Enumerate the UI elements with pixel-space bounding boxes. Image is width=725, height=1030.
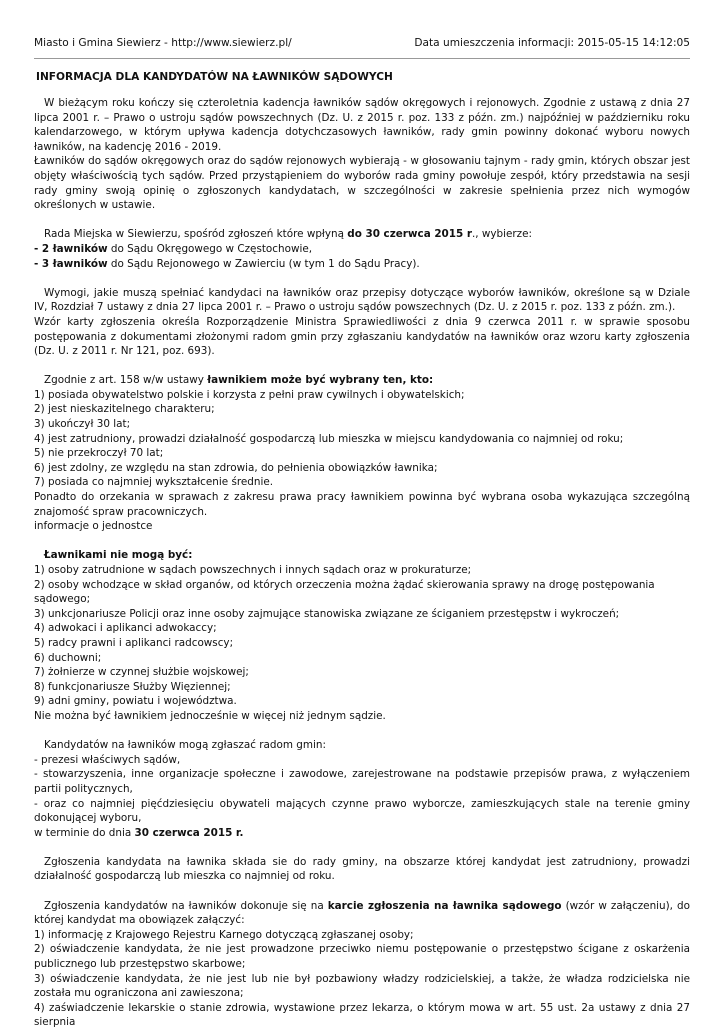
publication-date: Data umieszczenia informacji: 2015-05-15 14:12:05 <box>414 37 690 49</box>
list-item: - stowarzyszenia, inne organizacje społeczne i zawodowe, zarejestrowane na podstawie przepisów prawa, z wyłączeniem partii politycznych, <box>34 768 690 795</box>
paragraph-wzor-karty: Wzór karty zgłoszenia określa Rozporządzenie Ministra Sprawiedliwości z dnia 9 czerwca 2011 r. w sprawie sposobu postępowania z dokumentami złożonymi radom gmin przy zgłaszaniu kandydatów na ławników oraz wzoru karty zgłoszenia (Dz. U. z 2011 r. Nr 121, poz. 693). <box>34 315 690 358</box>
section-heading-exclusions: Ławnikami nie mogą być: <box>44 549 193 562</box>
paragraph-wybor: Ławników do sądów okręgowych oraz do sądów rejonowych wybierają - w głosowaniu tajnym - rady gmin, których obszar jest objęty właściwością tych sądów. Przed przystąpieniem do wyborów rada gminy powołuje zespół, który przedstawia na sesji rady gminy swoją opinię o zgłoszonych kandydatach, w szczególności w zakresie spełnienia przez nich wymogów określonych w ustawie. <box>34 155 690 212</box>
deadline: w terminie do dnia 30 czerwca 2015 r. <box>34 826 244 839</box>
list-item: 9) adni gminy, powiatu i województwa. <box>34 695 237 708</box>
paragraph-wymogi: Wymogi, jakie muszą spełniać kandydaci na ławników oraz przepisy dotyczące wyborów ławników, określone są w Dziale IV, Rozdział 7 ustawy z dnia 27 lipca 2001 r. – Prawo o ustroju sądów powszechnych (Dz. U. z 2015 r. poz. 133 z późn. zm.). <box>34 286 690 314</box>
list-item: 7) posiada co najmniej wykształcenie średnie. <box>34 476 274 489</box>
document-title: INFORMACJA DLA KANDYDATÓW NA ŁAWNIKÓW SĄDOWYCH <box>36 71 393 83</box>
site-title: Miasto i Gmina Siewierz - http://www.siewierz.pl/ <box>34 37 292 49</box>
list-item: 2) jest nieskazitelnego charakteru; <box>34 403 215 416</box>
paragraph-karta: Zgłoszenia kandydatów na ławników dokonuje się na karcie zgłoszenia na ławnika sądowego (wzór w załączeniu), do której kandydat ma obowiązek załączyć: <box>34 899 691 927</box>
list-item: 6) jest zdolny, ze względu na stan zdrowia, do pełnienia obowiązków ławnika; <box>34 461 438 474</box>
list-item: 1) osoby zatrudnione w sądach powszechnych i innych sądach oraz w prokuraturze; <box>34 564 472 576</box>
paragraph-prawo-pracy: Ponadto do orzekania w sprawach z zakresu prawa pracy ławnikiem powinna być wybrana osoba wykazująca szczególną znajomość spraw pracowniczych. <box>34 491 690 518</box>
list-item: 1) informację z Krajowego Rejestru Karnego dotyczącą zgłaszanej osoby; <box>34 928 414 941</box>
list-item: 1) posiada obywatelstwo polskie i korzysta z pełni praw cywilnych i obywatelskich; <box>34 388 465 401</box>
list-item: 2) oświadczenie kandydata, że nie jest prowadzone przeciwko niemu postępowanie o przestępstwo ścigane z oskarżenia publicznego lub przestępstwo skarbowe; <box>34 943 690 971</box>
paragraph-art158: Zgodnie z art. 158 w/w ustawy ławnikiem może być wybrany ten, kto: <box>44 374 434 387</box>
paragraph-kadencja: W bieżącym roku kończy się czteroletnia kadencja ławników sądów okręgowych i rejonowych. Zgodnie z ustawą z dnia 27 lipca 2001 r. – Prawo o ustroju sądów powszechnych (Dz. U. z 2015 r. poz. 133 z późn. zm.) najpóźniej w październiku roku kalendarzowego, w którym upływa kadencja dotychczasowych ławników, rady gmin powinny dokonać wyboru nowych ławników, na kadencję 2016 - 2019. <box>34 97 690 153</box>
list-item: 4) zaświadczenie lekarskie o stanie zdrowia, wystawione przez lekarza, o którym mowa w art. 55 ust. 2a ustawy z dnia 27 sierpnia <box>34 1001 690 1029</box>
paragraph-rada: Rada Miejska w Siewierzu, spośród zgłoszeń które wpłyną do 30 czerwca 2015 r., wybierze: <box>44 228 533 241</box>
page-header <box>34 37 690 53</box>
list-item: 5) nie przekroczył 70 lat; <box>34 447 164 460</box>
list-item: 7) żołnierze w czynnej służbie wojskowej; <box>34 666 249 679</box>
list-item: 6) duchowni; <box>34 651 102 664</box>
list-item: - prezesi właściwych sądów, <box>34 753 181 766</box>
unit-info-link[interactable]: informacje o jednostce <box>34 520 153 533</box>
list-item: 3) ukończył 30 lat; <box>34 418 131 431</box>
paragraph-zglaszajacy: Kandydatów na ławników mogą zgłaszać radom gmin: <box>44 739 326 752</box>
paragraph-skladanie: Zgłoszenia kandydata na ławnika składa sie do rady gminy, na obszarze której kandydat jest zatrudniony, prowadzi działalność gospodarczą lub mieszka co najmniej od roku. <box>34 855 690 883</box>
list-item: 8) funkcjonariusze Służby Więziennej; <box>34 680 231 693</box>
list-item: - 2 ławników do Sądu Okręgowego w Częstochowie, <box>34 242 313 255</box>
document-body <box>34 96 690 1030</box>
list-item: 4) jest zatrudniony, prowadzi działalność gospodarczą lub mieszka w miejscu kandydowania co najmniej od roku; <box>34 432 624 445</box>
list-item: 2) osoby wchodzące w skład organów, od których orzeczenia można żądać skierowania sprawy na drogę postępowania sądowego; <box>34 578 655 606</box>
list-item: 5) radcy prawni i aplikanci radcowscy; <box>34 636 234 649</box>
list-item: 4) adwokaci i aplikanci adwokaccy; <box>34 622 217 635</box>
list-item: 3) unkcjonariusze Policji oraz inne osoby zajmujące stanowiska związane ze ściganiem przestępstw i wykroczeń; <box>34 607 620 620</box>
list-item: - oraz co najmniej pięćdziesięciu obywateli mających czynne prawo wyborcze, zamieszkujących stale na terenie gminy dokonującej wyboru, <box>34 797 690 825</box>
header-divider <box>34 58 690 59</box>
list-item: 3) oświadczenie kandydata, że nie jest lub nie był pozbawiony władzy rodzicielskiej, a także, że władza rodzicielska nie została mu ograniczona ani zawieszona; <box>34 972 690 1000</box>
list-item: - 3 ławników do Sądu Rejonowego w Zawierciu (w tym 1 do Sądu Pracy). <box>34 257 420 270</box>
paragraph-single-court: Nie można być ławnikiem jednocześnie w więcej niż jednym sądzie. <box>34 709 386 722</box>
